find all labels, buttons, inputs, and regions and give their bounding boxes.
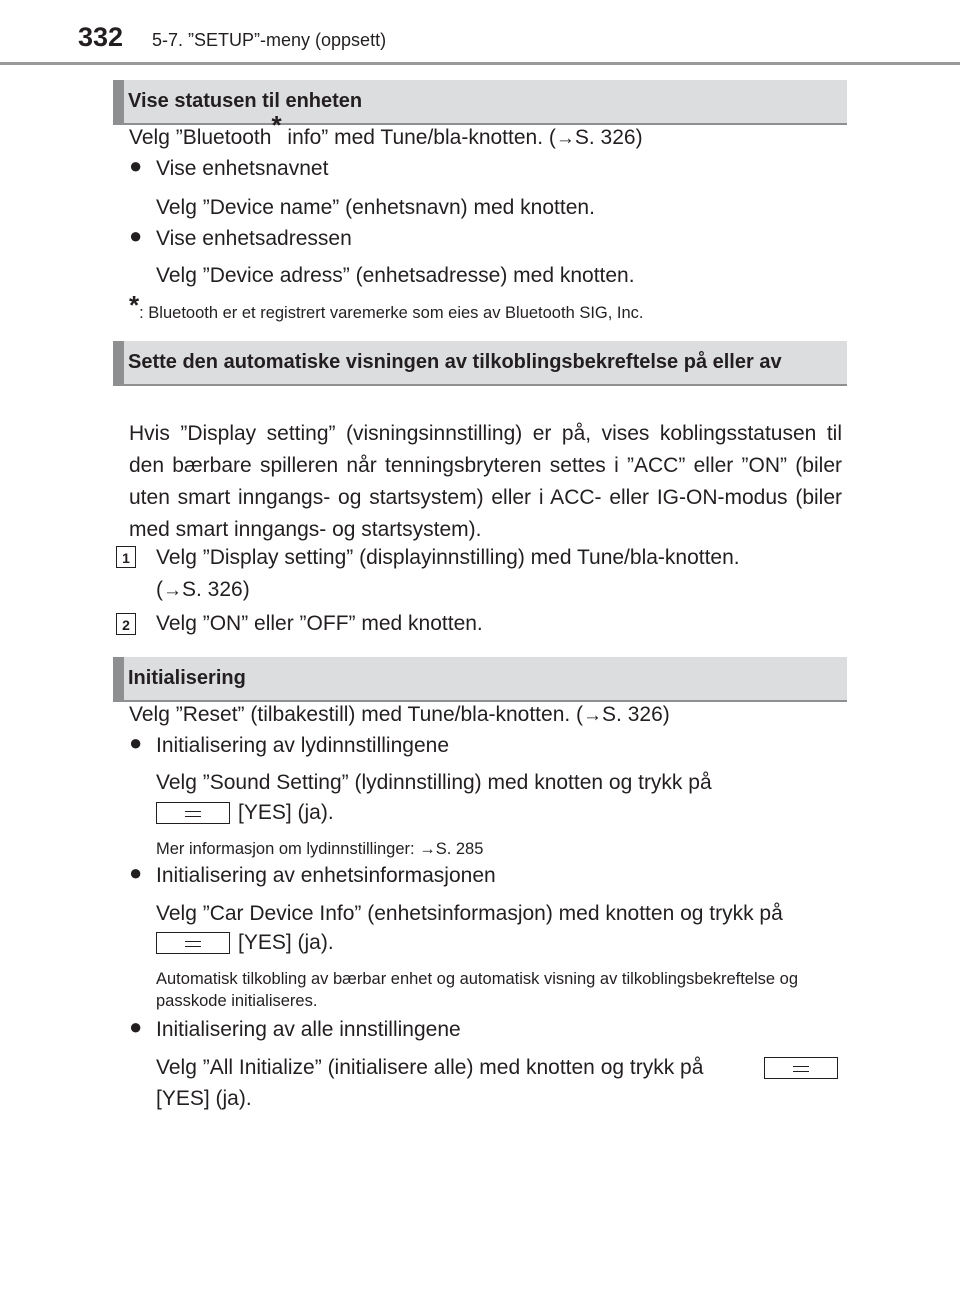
item-note-sound — [156, 838, 483, 860]
trademark-star: * — [271, 110, 282, 140]
footnote-star: * — [129, 290, 140, 320]
intro-text: Velg ”Bluetooth — [129, 126, 272, 149]
item-text-all — [156, 1052, 703, 1084]
reference-arrow-icon: → — [163, 580, 182, 601]
item-title-device-name: Vise enhetsnavnet — [156, 157, 329, 180]
header-divider — [0, 62, 960, 65]
running-title: 5-7. ”SETUP”-meny (oppsett) — [152, 30, 387, 50]
step-1-text — [156, 542, 842, 574]
step-number-badge: 1 — [116, 546, 136, 568]
intro-text: Velg ”Reset” (tilbakestill) med Tune/bla-knotten. ( — [129, 703, 584, 726]
bullet-icon: ● — [129, 223, 143, 248]
item-note-device-info: Automatisk tilkobling av bærbar enhet og automatisk visning av tilkoblingsbekreftelse og passkode initialiseres. — [156, 970, 799, 1010]
item-text-all-cont: [YES] (ja). — [156, 1087, 252, 1110]
item-text-sound-cont — [156, 797, 334, 829]
bullet-icon: ● — [129, 1014, 143, 1039]
bullet-icon: ● — [129, 730, 143, 755]
section-heading-initialize: Initialisering — [113, 657, 847, 702]
item-text-all-instruction: Velg ”All Initialize” (initialisere alle) med knotten og trykk på — [156, 1056, 704, 1079]
back-button-icon — [156, 802, 230, 824]
reference-arrow-icon: → — [419, 840, 436, 858]
item-title-device-info: Initialisering av enhetsinformasjonen — [156, 864, 496, 887]
back-button-icon — [764, 1057, 838, 1079]
section-heading-display-setting: Sette den automatiske visningen av tilkoblingsbekreftelse på eller av — [113, 341, 847, 386]
step-number-badge: 2 — [116, 613, 136, 635]
item-text-device-name: Velg ”Device name” (enhetsnavn) med knotten. — [156, 196, 595, 219]
bullet-icon: ● — [129, 153, 143, 178]
section-heading-status: Vise statusen til enheten — [113, 80, 847, 125]
page-reference: S. 326) — [602, 703, 670, 726]
section-initialize-intro — [129, 699, 670, 732]
yes-label: [YES] (ja). — [238, 801, 334, 824]
section-status-intro — [129, 110, 643, 155]
reference-arrow-icon: → — [555, 128, 575, 149]
page-number: 332 — [78, 22, 124, 52]
step-1-instruction: Velg ”Display setting” (displayinnstilling) med Tune/bla-knotten. — [156, 546, 740, 569]
item-text-sound: Velg ”Sound Setting” (lydinnstilling) med knotten og trykk på — [156, 771, 712, 794]
bullet-icon: ● — [129, 860, 143, 885]
item-text-device-info-cont — [156, 927, 334, 959]
reference-arrow-icon: → — [583, 705, 603, 726]
item-text-all-icon-wrap — [764, 1057, 846, 1079]
yes-label: [YES] (ja). — [238, 931, 334, 954]
page-reference: S. 326) — [574, 126, 643, 149]
intro-text-2: info” med Tune/bla-knotten. ( — [281, 126, 556, 149]
step-2-text: Velg ”ON” eller ”OFF” med knotten. — [156, 612, 483, 635]
section-display-paragraph: Hvis ”Display setting” (visningsinnstilling) er på, vises koblingsstatusen til den bærbare spilleren når tenningsbryteren settes i ”ACC” eller ”ON” (biler uten smart inngangs- og startsystem) eller i ACC- eller IG-ON-modus (biler med smart inngangs- og startsystem). — [129, 422, 842, 541]
step-1-ref — [156, 574, 250, 607]
page-reference: S. 326) — [182, 578, 250, 601]
page-reference: S. 285 — [435, 840, 484, 858]
back-button-icon — [156, 932, 230, 954]
footnote — [129, 290, 644, 324]
paren: ( — [156, 578, 163, 601]
item-title-sound: Initialisering av lydinnstillingene — [156, 734, 449, 757]
footnote-text: : Bluetooth er et registrert varemerke som eies av Bluetooth SIG, Inc. — [139, 304, 644, 322]
item-text-device-info: Velg ”Car Device Info” (enhetsinformasjon) med knotten og trykk på — [156, 902, 783, 925]
item-title-device-address: Vise enhetsadressen — [156, 227, 352, 250]
item-title-all: Initialisering av alle innstillingene — [156, 1018, 461, 1041]
note-text: Mer informasjon om lydinnstillinger: — [156, 840, 420, 858]
item-text-device-address: Velg ”Device adress” (enhetsadresse) med knotten. — [156, 264, 635, 287]
